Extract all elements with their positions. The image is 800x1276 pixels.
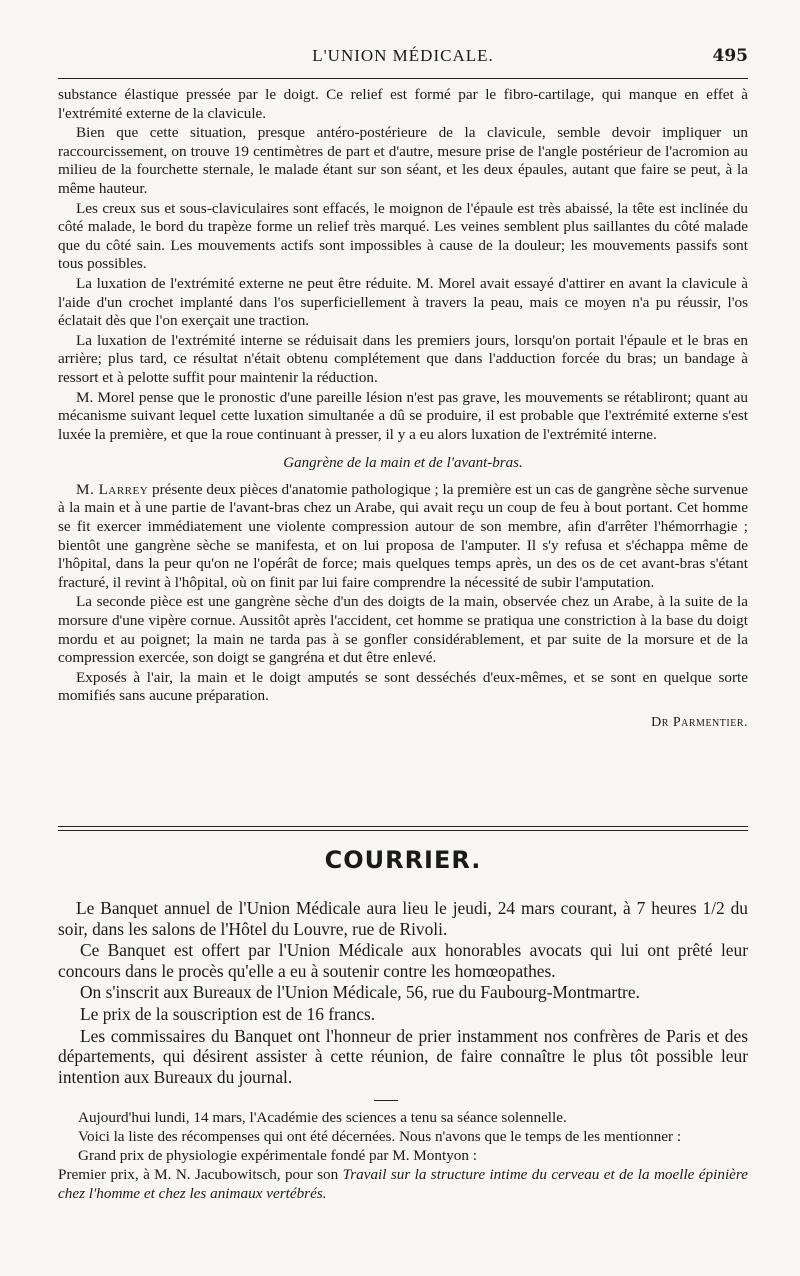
- section-divider: [58, 826, 748, 831]
- courrier-paragraph: Le Banquet annuel de l'Union Médicale aura lieu le jeudi, 24 mars courant, à 7 heures 1/2 du soir, dans les salons de l'Hôtel du Louvre, rue de Rivoli.: [58, 898, 748, 939]
- courrier-paragraph: Le prix de la souscription est de 16 francs.: [80, 1003, 376, 1024]
- signature: Dr Parmentier.: [651, 715, 748, 730]
- author-name: M. Larrey: [76, 480, 149, 498]
- courrier-paragraph: On s'inscrit aux Bureaux de l'Union Médicale, 56, rue du Faubourg-Montmartre.: [80, 982, 640, 1003]
- news-paragraph: Voici la liste des récompenses qui ont été décernées. Nous n'avons que le temps de les mentionner :: [78, 1128, 682, 1145]
- article-paragraph: substance élastique pressée par le doigt. Ce relief est formé par le fibro-cartilage, qui manque en effet à l'extrémité externe de la clavicule.: [58, 86, 748, 122]
- article-paragraph: Bien que cette situation, presque antéro-postérieure de la clavicule, semble devoir impliquer un raccourcissement, on trouve 19 centimètres de part et d'autre, mesure prise de l'angle postérieur de l'acromion au milieu de la fourchette sternale, le malade étant sur son séant, et les deux épaules, autant que faire se peut, à la même hauteur.: [58, 124, 748, 197]
- prize-lead: Premier prix, à M. N. Jacubowitsch, pour son: [58, 1166, 343, 1183]
- courrier-title: COURRIER.: [324, 846, 482, 874]
- header-rule: [58, 78, 748, 79]
- article-paragraph: La luxation de l'extrémité externe ne peut être réduite. M. Morel avait essayé d'attirer en avant la clavicule à l'aide d'un crochet implanté dans l'os superficiellement à travers la peau, mais ce moyen n'a pu réussir, l'os éclatait dès que l'on exerçait une traction.: [58, 274, 748, 330]
- news-paragraph: Grand prix de physiologie expérimentale fondé par M. Montyon :: [78, 1147, 477, 1164]
- article-paragraph: Les creux sus et sous-claviculaires sont effacés, le moignon de l'épaule est très abaissé, la tête est inclinée du côté malade, le bord du trapèze forme un relief très marqué. Les veines semblent plus saillantes du côté malade que du côté sain. Les mouvements actifs sont impossibles à cause de la douleur; les mouvements passifs sont tous possibles.: [58, 199, 748, 273]
- news-paragraph: Aujourd'hui lundi, 14 mars, l'Académie des sciences a tenu sa séance solennelle.: [78, 1109, 567, 1126]
- courrier-body: [58, 898, 748, 1088]
- article-paragraph: [58, 481, 748, 593]
- journal-title: L'UNION MÉDICALE.: [312, 46, 494, 65]
- article-body: [58, 86, 748, 733]
- news-body: [58, 1108, 748, 1203]
- section-title: Gangrène de la main et de l'avant-bras.: [283, 455, 523, 472]
- article-paragraph: La luxation de l'extrémité interne se réduisait dans les premiers jours, lorsqu'on portait l'épaule et le bras en arrière; plus tard, ce résultat n'était obtenu complétement que dans l'adduction forcée du bras; un bandage à ressort et à pelotte suffit pour maintenir la réduction.: [58, 331, 748, 386]
- article-paragraph: La seconde pièce est une gangrène sèche d'un des doigts de la main, observée chez un Arabe, à la suite de la morsure d'une vipère cornue. Aussitôt après l'accident, cet homme se pratiqua une constriction à la base du doigt mordu et au poignet; la main ne tarda pas à se gonfler considérablement, et par suite de la morsure et de la compression exercée, son doigt se gangréna et dut être enlevé.: [58, 593, 748, 667]
- courrier-paragraph: Les commissaires du Banquet ont l'honneur de prier instamment nos confrères de Paris et des départements, qui désirent assister à cette réunion, de faire connaître le plus tôt possible leur intention aux Bureaux du journal.: [58, 1025, 748, 1087]
- prize-title: Travail sur la structure intime du cerveau et de la moelle épinière chez l'homme et chez les animaux vertébrés.: [58, 1166, 748, 1202]
- article-paragraph: M. Morel pense que le pronostic d'une pareille lésion n'est pas grave, les mouvements se rétabliront; quant au mécanisme suivant lequel cette luxation simultanée a dû se produire, il est probable que l'extrémité externe s'est luxée la première, et que la roue continuant à presser, il y a eu alors luxation de l'extrémité interne.: [58, 388, 748, 443]
- page-number: 495: [712, 46, 748, 66]
- paragraph-text: présente deux pièces d'anatomie pathologique ; la première est un cas de gangrène sèche survenue à la main et à une partie de l'avant-bras chez un Arabe, qui avait reçu un coup de feu à bout portant. Cet homme se fit exercer immédiatement une violente compression autour de son membre, afin d'arrêter l'hémorrhagie ; bientôt une gangrène sèche se manifesta, et on lui proposa de l'amputer. Il s'y refusa et s'échappa même de l'hôpital, dans la peur qu'on ne l'opérât de force; mais quelques temps après, un des os de cet avant-bras s'étant fracturé, il revint à l'hôpital, où on finit par lui faire comprendre la nécessité de subir l'amputation.: [58, 480, 749, 591]
- news-paragraph: [58, 1165, 748, 1203]
- running-header: [58, 46, 748, 70]
- courrier-paragraph: Ce Banquet est offert par l'Union Médicale aux honorables avocats qui lui ont prêté leur concours dans le procès qu'elle a eu à soutenir contre les homœopathes.: [58, 940, 748, 981]
- short-divider: [374, 1100, 398, 1101]
- article-paragraph: Exposés à l'air, la main et le doigt amputés se sont desséchés d'eux-mêmes, et se sont en quelque sorte momifiés sans aucune préparation.: [58, 668, 748, 705]
